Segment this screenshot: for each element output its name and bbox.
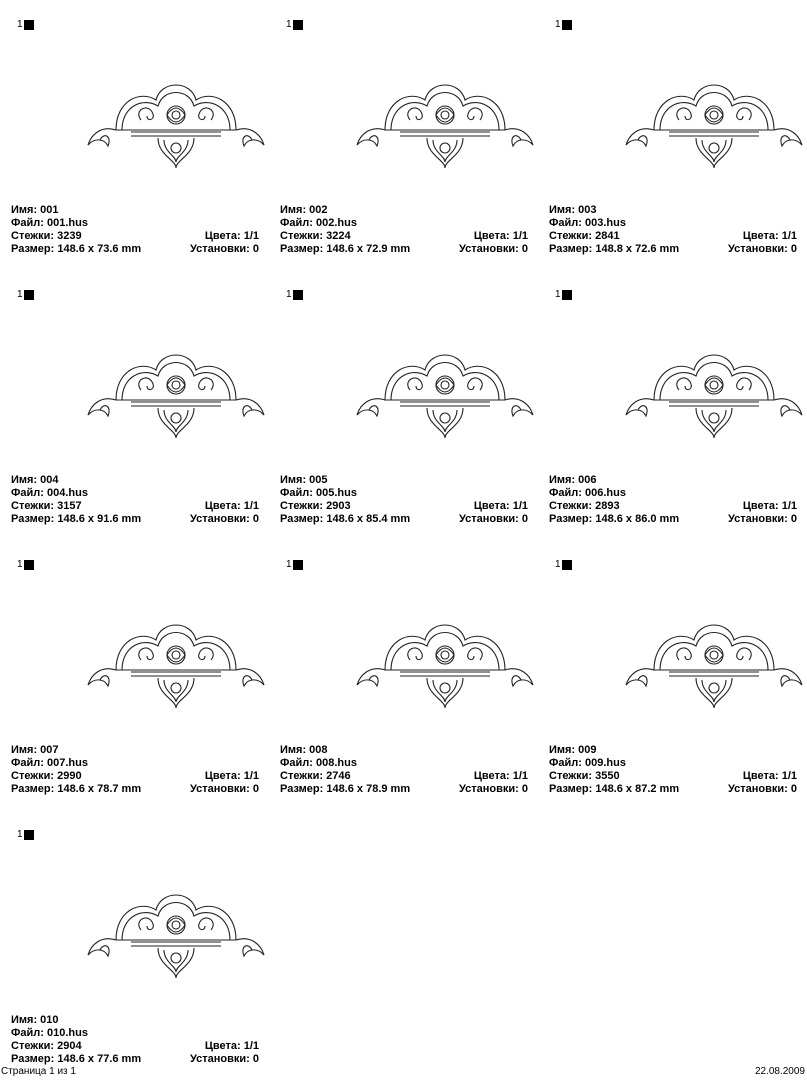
color-marker bbox=[17, 560, 34, 570]
marker-number: 1 bbox=[286, 289, 292, 300]
design-card bbox=[11, 20, 261, 270]
design-settings: Установки: 0 bbox=[189, 783, 259, 795]
design-stitches: Стежки: 3239 bbox=[11, 230, 82, 242]
design-file: Файл: 010.hus bbox=[11, 1027, 88, 1039]
design-info bbox=[549, 474, 797, 526]
design-info bbox=[549, 204, 797, 256]
color-marker bbox=[286, 560, 303, 570]
design-colors: Цвета: 1/1 bbox=[742, 500, 797, 512]
ornament-icon bbox=[355, 330, 535, 440]
color-swatch bbox=[24, 290, 34, 300]
color-swatch bbox=[24, 20, 34, 30]
design-card bbox=[549, 560, 799, 810]
design-stitches: Стежки: 3224 bbox=[280, 230, 351, 242]
design-card bbox=[549, 20, 799, 270]
design-name: Имя: 010 bbox=[11, 1014, 59, 1026]
design-name: Имя: 009 bbox=[549, 744, 597, 756]
design-size: Размер: 148.6 x 73.6 mm bbox=[11, 243, 142, 255]
design-settings: Установки: 0 bbox=[458, 513, 528, 525]
design-file: Файл: 002.hus bbox=[280, 217, 357, 229]
design-card bbox=[280, 290, 530, 540]
design-stitches: Стежки: 2903 bbox=[280, 500, 351, 512]
color-swatch bbox=[293, 290, 303, 300]
design-stitches: Стежки: 3550 bbox=[549, 770, 620, 782]
color-swatch bbox=[24, 830, 34, 840]
design-colors: Цвета: 1/1 bbox=[204, 500, 259, 512]
design-colors: Цвета: 1/1 bbox=[204, 770, 259, 782]
design-size: Размер: 148.6 x 87.2 mm bbox=[549, 783, 680, 795]
marker-number: 1 bbox=[286, 559, 292, 570]
design-card bbox=[11, 830, 261, 1080]
page-number: Страница 1 из 1 bbox=[1, 1066, 76, 1077]
design-name: Имя: 002 bbox=[280, 204, 328, 216]
design-info bbox=[11, 204, 259, 256]
design-size: Размер: 148.6 x 77.6 mm bbox=[11, 1053, 142, 1065]
design-name: Имя: 001 bbox=[11, 204, 59, 216]
color-marker bbox=[17, 20, 34, 30]
design-card bbox=[280, 560, 530, 810]
color-swatch bbox=[562, 560, 572, 570]
color-marker bbox=[555, 290, 572, 300]
design-settings: Установки: 0 bbox=[458, 243, 528, 255]
color-marker bbox=[17, 830, 34, 840]
color-swatch bbox=[562, 290, 572, 300]
color-marker bbox=[286, 290, 303, 300]
design-card bbox=[280, 20, 530, 270]
design-name: Имя: 006 bbox=[549, 474, 597, 486]
design-stitches: Стежки: 2990 bbox=[11, 770, 82, 782]
ornament-icon bbox=[355, 60, 535, 170]
design-info bbox=[280, 744, 528, 796]
design-settings: Установки: 0 bbox=[189, 513, 259, 525]
design-size: Размер: 148.6 x 78.9 mm bbox=[280, 783, 411, 795]
color-swatch bbox=[293, 20, 303, 30]
ornament-icon bbox=[624, 330, 804, 440]
design-name: Имя: 005 bbox=[280, 474, 328, 486]
marker-number: 1 bbox=[555, 559, 561, 570]
ornament-icon bbox=[86, 60, 266, 170]
design-colors: Цвета: 1/1 bbox=[473, 770, 528, 782]
design-settings: Установки: 0 bbox=[189, 1053, 259, 1065]
marker-number: 1 bbox=[286, 19, 292, 30]
design-file: Файл: 006.hus bbox=[549, 487, 626, 499]
design-info bbox=[280, 204, 528, 256]
design-stitches: Стежки: 2746 bbox=[280, 770, 351, 782]
design-info bbox=[280, 474, 528, 526]
design-file: Файл: 007.hus bbox=[11, 757, 88, 769]
design-file: Файл: 003.hus bbox=[549, 217, 626, 229]
color-marker bbox=[17, 290, 34, 300]
ornament-icon bbox=[624, 600, 804, 710]
design-colors: Цвета: 1/1 bbox=[473, 500, 528, 512]
color-swatch bbox=[562, 20, 572, 30]
design-settings: Установки: 0 bbox=[727, 513, 797, 525]
ornament-icon bbox=[86, 870, 266, 980]
design-colors: Цвета: 1/1 bbox=[742, 230, 797, 242]
design-colors: Цвета: 1/1 bbox=[742, 770, 797, 782]
design-size: Размер: 148.6 x 78.7 mm bbox=[11, 783, 142, 795]
marker-number: 1 bbox=[17, 559, 23, 570]
marker-number: 1 bbox=[17, 829, 23, 840]
design-colors: Цвета: 1/1 bbox=[473, 230, 528, 242]
design-file: Файл: 005.hus bbox=[280, 487, 357, 499]
ornament-icon bbox=[355, 600, 535, 710]
design-stitches: Стежки: 2841 bbox=[549, 230, 620, 242]
design-colors: Цвета: 1/1 bbox=[204, 230, 259, 242]
color-marker bbox=[555, 560, 572, 570]
design-settings: Установки: 0 bbox=[727, 783, 797, 795]
design-name: Имя: 004 bbox=[11, 474, 59, 486]
design-info bbox=[11, 474, 259, 526]
design-info bbox=[549, 744, 797, 796]
design-size: Размер: 148.6 x 72.9 mm bbox=[280, 243, 411, 255]
design-size: Размер: 148.6 x 86.0 mm bbox=[549, 513, 680, 525]
marker-number: 1 bbox=[17, 19, 23, 30]
design-settings: Установки: 0 bbox=[727, 243, 797, 255]
color-marker bbox=[286, 20, 303, 30]
design-file: Файл: 008.hus bbox=[280, 757, 357, 769]
marker-number: 1 bbox=[17, 289, 23, 300]
color-swatch bbox=[24, 560, 34, 570]
ornament-icon bbox=[86, 600, 266, 710]
design-name: Имя: 003 bbox=[549, 204, 597, 216]
design-size: Размер: 148.6 x 85.4 mm bbox=[280, 513, 411, 525]
design-card bbox=[11, 560, 261, 810]
design-info bbox=[11, 1014, 259, 1066]
design-stitches: Стежки: 3157 bbox=[11, 500, 82, 512]
design-stitches: Стежки: 2904 bbox=[11, 1040, 82, 1052]
design-colors: Цвета: 1/1 bbox=[204, 1040, 259, 1052]
design-name: Имя: 008 bbox=[280, 744, 328, 756]
color-swatch bbox=[293, 560, 303, 570]
design-size: Размер: 148.8 x 72.6 mm bbox=[549, 243, 680, 255]
design-card bbox=[11, 290, 261, 540]
design-info bbox=[11, 744, 259, 796]
design-file: Файл: 009.hus bbox=[549, 757, 626, 769]
marker-number: 1 bbox=[555, 19, 561, 30]
design-card bbox=[549, 290, 799, 540]
design-name: Имя: 007 bbox=[11, 744, 59, 756]
marker-number: 1 bbox=[555, 289, 561, 300]
design-size: Размер: 148.6 x 91.6 mm bbox=[11, 513, 142, 525]
color-marker bbox=[555, 20, 572, 30]
design-settings: Установки: 0 bbox=[458, 783, 528, 795]
design-file: Файл: 004.hus bbox=[11, 487, 88, 499]
print-date: 22.08.2009 bbox=[754, 1066, 805, 1077]
design-settings: Установки: 0 bbox=[189, 243, 259, 255]
ornament-icon bbox=[624, 60, 804, 170]
design-stitches: Стежки: 2893 bbox=[549, 500, 620, 512]
ornament-icon bbox=[86, 330, 266, 440]
design-file: Файл: 001.hus bbox=[11, 217, 88, 229]
